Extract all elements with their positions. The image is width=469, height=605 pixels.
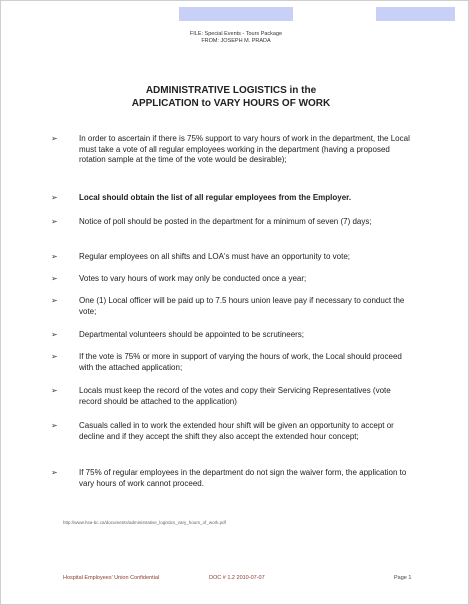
arrow-bullet-icon: ➢	[51, 134, 58, 143]
page-title-line-1: ADMINISTRATIVE LOGISTICS in the	[145, 85, 317, 96]
header-line-1: FILE: Special Events - Tours Package	[189, 31, 283, 37]
footer-page-number: Page 1	[394, 575, 412, 581]
list-item-text: Votes to vary hours of work may only be conducted once a year;	[79, 274, 307, 283]
footer-url: http://www.hsa-bc.ca/documents/administrative_logistics_vary_hours_of_work.pdf	[63, 520, 226, 525]
arrow-bullet-icon: ➢	[51, 274, 58, 283]
list-item-text: Local should obtain the list of all regular employees from the Employer.	[79, 193, 352, 202]
arrow-bullet-icon: ➢	[51, 252, 58, 261]
list-item-text: One (1) Local officer will be paid up to 7.5 hours union leave pay if necessary to conduct the vote;	[79, 296, 405, 316]
list-item-text: If 75% of regular employees in the department do not sign the waiver form, the application to vary hours of work cannot proceed.	[79, 468, 407, 488]
page-title-line-2: APPLICATION to VARY HOURS OF WORK	[131, 98, 331, 109]
list-item-text: Departmental volunteers should be appointed to be scrutineers;	[79, 330, 305, 339]
arrow-bullet-icon: ➢	[51, 296, 58, 305]
list-item-text: Locals must keep the record of the votes and copy their Servicing Representatives (vote record should be attached to the application)	[79, 386, 391, 406]
arrow-bullet-icon: ➢	[51, 386, 58, 395]
arrow-bullet-icon: ➢	[51, 217, 58, 226]
arrow-bullet-icon: ➢	[51, 330, 58, 339]
arrow-bullet-icon: ➢	[51, 352, 58, 361]
arrow-bullet-icon: ➢	[51, 193, 58, 202]
list-item-text: Notice of poll should be posted in the department for a minimum of seven (7) days;	[79, 217, 372, 226]
highlight-block	[179, 7, 293, 21]
list-item-text: If the vote is 75% or more in support of varying the hours of work, the Local should proceed with the attached application;	[79, 352, 402, 372]
footer-center: DOC # 1.2 2010-07-07	[209, 575, 265, 581]
list-item-text: Casuals called in to work the extended hour shift will be given an opportunity to accept or decline and if they accept the shift they also accept the extended hour concept;	[79, 421, 394, 441]
list-item-text: In order to ascertain if there is 75% support to vary hours of work in the department, the Local must take a vote of all regular employees working in the department (having a proposed rotation sample at the time of the vote would be desirable);	[79, 134, 410, 164]
footer-left: Hospital Employees' Union Confidential	[63, 575, 160, 581]
list-item-text: Regular employees on all shifts and LOA's must have an opportunity to vote;	[79, 252, 351, 261]
arrow-bullet-icon: ➢	[51, 468, 58, 477]
header-line-2: FROM: JOSEPH M. PRADA	[201, 38, 271, 44]
arrow-bullet-icon: ➢	[51, 421, 58, 430]
highlight-block	[376, 7, 455, 21]
